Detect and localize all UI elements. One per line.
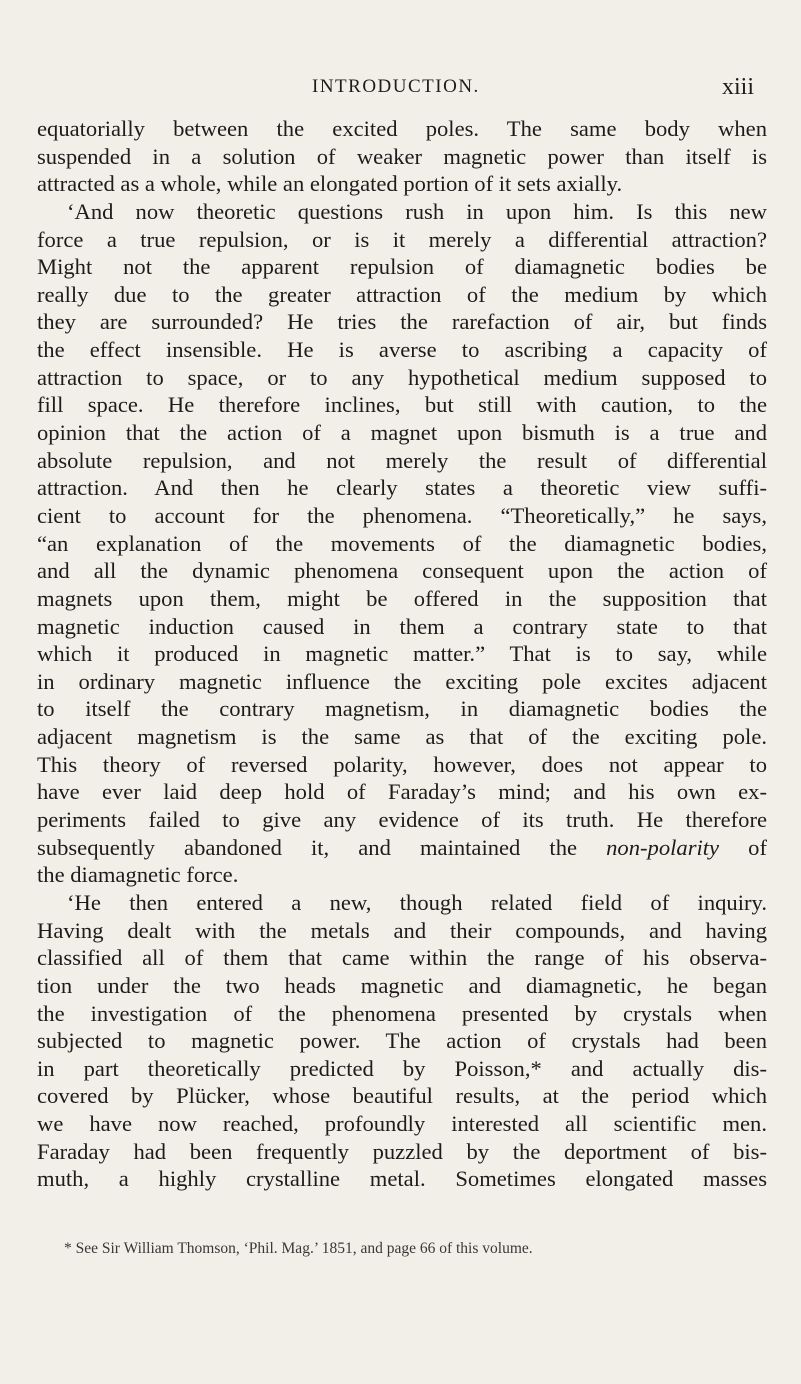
text-line: ‘He then entered a new, though related field of inquiry. bbox=[67, 889, 767, 915]
text-line: which it produced in magnetic matter.” That is to say, while bbox=[37, 641, 767, 667]
text-line: Faraday had been frequently puzzled by the deportment of bis- bbox=[37, 1138, 767, 1164]
text-fragment: subsequently abandoned it, and maintained the bbox=[37, 834, 578, 860]
footnote: * See Sir William Thomson, ‘Phil. Mag.’ 1851, and page 66 of this volume. bbox=[64, 1240, 533, 1257]
running-head: INTRODUCTION. bbox=[312, 76, 480, 97]
text-line: covered by Plücker, whose beautiful results, at the period which bbox=[37, 1083, 767, 1109]
text-line: opinion that the action of a magnet upon bismuth is a true and bbox=[37, 420, 767, 446]
text-line: muth, a highly crystalline metal. Sometimes elongated masses bbox=[37, 1166, 767, 1192]
text-line: magnets upon them, might be offered in the supposition that bbox=[37, 585, 767, 611]
text-line: Having dealt with the metals and their compounds, and having bbox=[37, 917, 767, 943]
text-line: absolute repulsion, and not merely the result of differential bbox=[37, 447, 767, 473]
text-line: tion under the two heads magnetic and diamagnetic, he began bbox=[37, 972, 767, 998]
text-line: the diamagnetic force. bbox=[37, 862, 239, 888]
text-line: have ever laid deep hold of Faraday’s mind; and his own ex- bbox=[37, 779, 767, 805]
text-line: the effect insensible. He is averse to ascribing a capacity of bbox=[37, 337, 767, 363]
text-line: equatorially between the excited poles. The same body when bbox=[37, 116, 767, 141]
text-line: classified all of them that came within the range of his observa- bbox=[37, 945, 767, 971]
text-line: This theory of reversed polarity, however, does not appear to bbox=[37, 751, 767, 777]
text-line: the investigation of the phenomena presented by crystals when bbox=[37, 1000, 767, 1026]
text-fragment: of bbox=[748, 834, 767, 860]
text-line: fill space. He therefore inclines, but still with caution, to the bbox=[37, 392, 767, 418]
text-line: suspended in a solution of weaker magnetic power than itself is bbox=[37, 143, 767, 169]
text-line: attraction to space, or to any hypothetical medium supposed to bbox=[37, 364, 767, 390]
text-line: attraction. And then he clearly states a theoretic view suffi- bbox=[37, 475, 767, 501]
text-line: subjected to magnetic power. The action of crystals had been bbox=[37, 1028, 767, 1054]
text-line: “an explanation of the movements of the diamagnetic bodies, bbox=[37, 530, 767, 556]
text-line: attracted as a whole, while an elongated portion of it sets axially. bbox=[37, 171, 623, 197]
text-line: Might not the apparent repulsion of diamagnetic bodies be bbox=[37, 254, 767, 280]
text-line: adjacent magnetism is the same as that of the exciting pole. bbox=[37, 724, 767, 750]
text-line: and all the dynamic phenomena consequent upon the action of bbox=[37, 558, 767, 584]
text-line: magnetic induction caused in them a contrary state to that bbox=[37, 613, 767, 639]
text-line: ‘And now theoretic questions rush in upon him. Is this new bbox=[67, 198, 767, 224]
page-number: xiii bbox=[722, 74, 755, 100]
text-line: cient to account for the phenomena. “Theoretically,” he says, bbox=[37, 502, 767, 528]
page-header bbox=[0, 74, 801, 104]
body-text bbox=[37, 115, 767, 1193]
text-line: in part theoretically predicted by Poisson,* and actually dis- bbox=[37, 1055, 767, 1081]
text-line: really due to the greater attraction of the medium by which bbox=[37, 281, 767, 307]
text-line: periments failed to give any evidence of its truth. He therefore bbox=[37, 807, 767, 833]
text-line: force a true repulsion, or is it merely a differential attraction? bbox=[37, 226, 767, 252]
text-line: we have now reached, profoundly interested all scientific men. bbox=[37, 1111, 767, 1137]
text-line-italic bbox=[37, 834, 767, 862]
text-line: to itself the contrary magnetism, in diamagnetic bodies the bbox=[37, 696, 767, 722]
italic-term: non-polarity bbox=[606, 834, 720, 860]
text-line: in ordinary magnetic influence the exciting pole excites adjacent bbox=[37, 668, 767, 694]
text-line: they are surrounded? He tries the rarefaction of air, but finds bbox=[37, 309, 767, 335]
